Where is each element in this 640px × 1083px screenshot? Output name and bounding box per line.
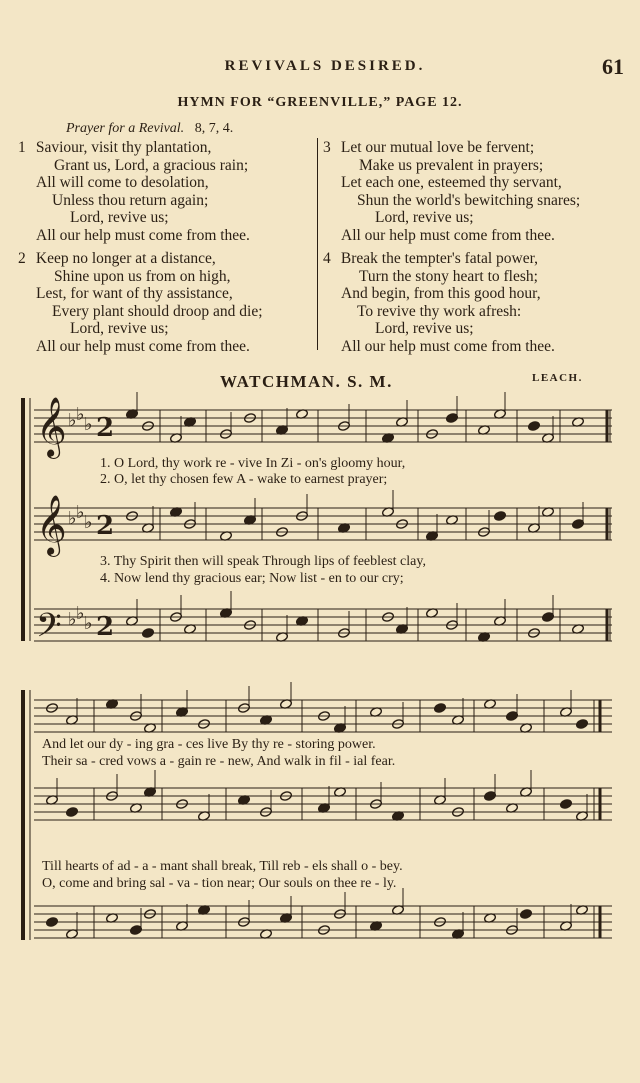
time-signature: 2 — [96, 612, 115, 642]
flat-sign: ♭ — [84, 414, 93, 435]
verse-line: Shine upon us from on high, — [54, 267, 231, 285]
verse-line: And begin, from this good hour, — [341, 285, 541, 302]
verse-line: Unless thou return again; — [52, 191, 209, 209]
verse-line: Lord, revive us; — [375, 209, 474, 226]
verse-line: Lord, revive us; — [375, 320, 474, 337]
verse-line: Let our mutual love be fervent; — [340, 139, 535, 156]
meter-title: Prayer for a Revival. — [66, 121, 185, 136]
verse-line: Let each one, esteemed thy servant, — [341, 174, 562, 191]
lyric-line-s2-v4: O, come and bring sal - va - tion near; Our souls on thee re - ly. — [42, 876, 397, 891]
flat-sign: ♭ — [76, 603, 85, 624]
treble-clef: 𝄞 — [36, 397, 67, 457]
note-head — [142, 628, 155, 639]
verse-line: Lest, for want of thy assistance, — [36, 285, 233, 302]
flat-sign: ♭ — [76, 502, 85, 523]
verse-line: All our help must come from thee. — [36, 226, 250, 244]
lyric-line-s1-v4: 4. Now lend thy gracious ear; Now list - en to our cry; — [100, 571, 404, 586]
lyric-line-s1-v2: 2. O, let thy chosen few A - wake to earnest prayer; — [100, 472, 388, 487]
running-head-title: REVIVALS DESIRED. — [224, 58, 426, 74]
flat-sign: ♭ — [68, 609, 77, 630]
flat-sign: ♭ — [76, 404, 85, 425]
page-number: 61 — [602, 54, 624, 79]
verse-line: Grant us, Lord, a gracious rain; — [54, 156, 249, 174]
verse-number: 2 — [18, 250, 26, 267]
lyric-line-s1-v3: 3. Thy Spirit then will speak Through lips of feeblest clay, — [100, 554, 426, 569]
verse-line: Break the tempter's fatal power, — [340, 250, 539, 267]
note-head — [576, 719, 589, 730]
verse-line: All our help must come from thee. — [36, 337, 250, 355]
tune-composer: LEACH. — [532, 372, 583, 384]
verse-line: Make us prevalent in prayers; — [359, 156, 544, 174]
lyric-line-s1-v1: 1. O Lord, thy work re - vive In Zi - on's gloomy hour, — [100, 456, 406, 471]
lyric-line-s2-v3: Till hearts of ad - a - mant shall break, Till reb - els shall o - bey. — [42, 859, 403, 874]
note-head — [528, 421, 541, 432]
time-signature: 2 — [96, 413, 115, 443]
verse-line: Lord, revive us; — [70, 209, 169, 226]
verse-line: All will come to desolation, — [36, 174, 209, 191]
note-head — [434, 703, 447, 714]
lyric-line-s2-v2: Their sa - cred vows a - gain re - new, And walk in fil - ial fear. — [42, 754, 396, 769]
time-signature: 2 — [96, 511, 115, 541]
verse-line: To revive thy work afresh: — [357, 302, 522, 320]
verse-number: 3 — [323, 139, 331, 156]
note-head — [494, 511, 507, 522]
tune-name: WATCHMAN. S. M. — [220, 372, 393, 391]
treble-clef: 𝄞 — [36, 495, 67, 555]
meter-numbers: 8, 7, 4. — [194, 121, 234, 136]
verse-number: 4 — [323, 250, 331, 267]
verse-line: Shun the world's bewitching snares; — [357, 191, 581, 209]
verse-number: 1 — [18, 139, 26, 156]
note-head — [46, 917, 59, 928]
verse-line: Keep no longer at a distance, — [35, 250, 216, 267]
lyric-line-s2-v1: And let our dy - ing gra - ces live By thy re - storing power. — [42, 737, 376, 752]
note-head — [560, 799, 573, 810]
flat-sign: ♭ — [84, 613, 93, 634]
verse-line: Turn the stony heart to flesh; — [359, 267, 538, 285]
verse-line: All our help must come from thee. — [341, 337, 555, 355]
verse-line: Lord, revive us; — [70, 320, 169, 337]
flat-sign: ♭ — [68, 508, 77, 529]
bass-clef: 𝄢 — [36, 607, 62, 653]
hymn-reference: HYMN FOR “GREENVILLE,” PAGE 12. — [177, 95, 463, 110]
flat-sign: ♭ — [68, 410, 77, 431]
flat-sign: ♭ — [84, 512, 93, 533]
note-head — [66, 807, 79, 818]
verse-line: Every plant should droop and die; — [52, 302, 263, 320]
note-head — [520, 909, 533, 920]
verse-line: All our help must come from thee. — [341, 226, 555, 244]
verse-line: Saviour, visit thy plantation, — [35, 139, 212, 156]
